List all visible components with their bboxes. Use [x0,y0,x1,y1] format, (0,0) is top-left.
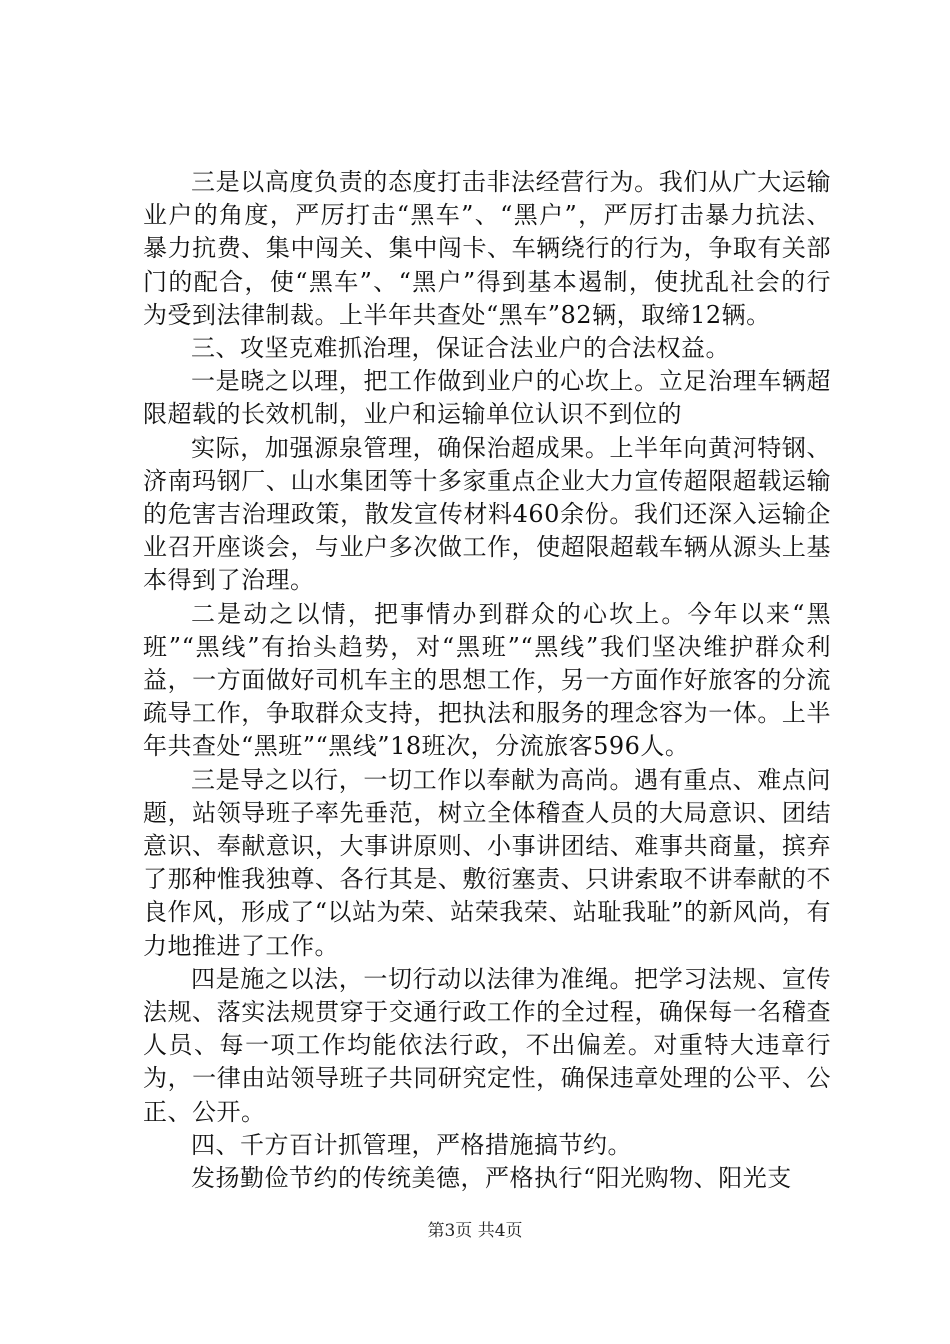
paragraph-6: 三是导之以行，一切工作以奉献为高尚。遇有重点、难点问题，站领导班子率先垂范，树立全体稽查人员的大局意识、团结意识、奉献意识，大事讲原则、小事讲团结、难事共商量，摈弃了那种惟我独尊、各行其是、敷衍塞责、只讲索取不讲奉献的不良作风，形成了“以站为荣、站荣我荣、站耻我耻”的新风尚，有力地推进了工作。 [143,765,831,960]
paragraph-2: 三、攻坚克难抓治理，保证合法业户的合法权益。 [191,334,730,363]
paragraph-3: 一是晓之以理，把工作做到业户的心坎上。立足治理车辆超限超载的长效机制，业户和运输单位认识不到位的 [143,367,831,429]
paragraph-9: 发扬勤俭节约的传统美德，严格执行“阳光购物、阳光支 [191,1164,792,1193]
paragraph-5: 二是动之以情，把事情办到群众的心坎上。今年以来“黑班”“黑线”有抬头趋势，对“黑班”“黑线”我们坚决维护群众利益，一方面做好司机车主的思想工作，另一方面作好旅客的分流疏导工作，争取群众支持，把执法和服务的理念容为一体。上半年共查处“黑班”“黑线”18班次，分流旅客596人。 [143,599,831,761]
paragraph-1: 三是以高度负责的态度打击非法经营行为。我们从广大运输业户的角度，严厉打击“黑车”、“黑户”，严厉打击暴力抗法、暴力抗费、集中闯关、集中闯卡、车辆绕行的行为，争取有关部门的配合，使“黑车”、“黑户”得到基本遏制，使扰乱社会的行为受到法律制裁。上半年共查处“黑车”82辆，取缔12辆。 [143,168,831,329]
document-body [143,166,831,1195]
paragraph-4: 实际，加强源泉管理，确保治超成果。上半年向黄河特钢、济南玛钢厂、山水集团等十多家重点企业大力宣传超限超载运输的危害吉治理政策，散发宣传材料460余份。我们还深入运输企业召开座谈会，与业户多次做工作，使超限超载车辆从源头上基本得到了治理。 [143,433,831,595]
paragraph-7: 四是施之以法，一切行动以法律为准绳。把学习法规、宣传法规、落实法规贯穿于交通行政工作的全过程，确保每一名稽查人员、每一项工作均能依法行政，不出偏差。对重特大违章行为，一律由站领导班子共同研究定性，确保违章处理的公平、公正、公开。 [143,964,831,1126]
paragraph-8: 四、千方百计抓管理，严格措施搞节约。 [191,1130,632,1159]
page-footer: 第3页 共4页 [427,1221,523,1241]
